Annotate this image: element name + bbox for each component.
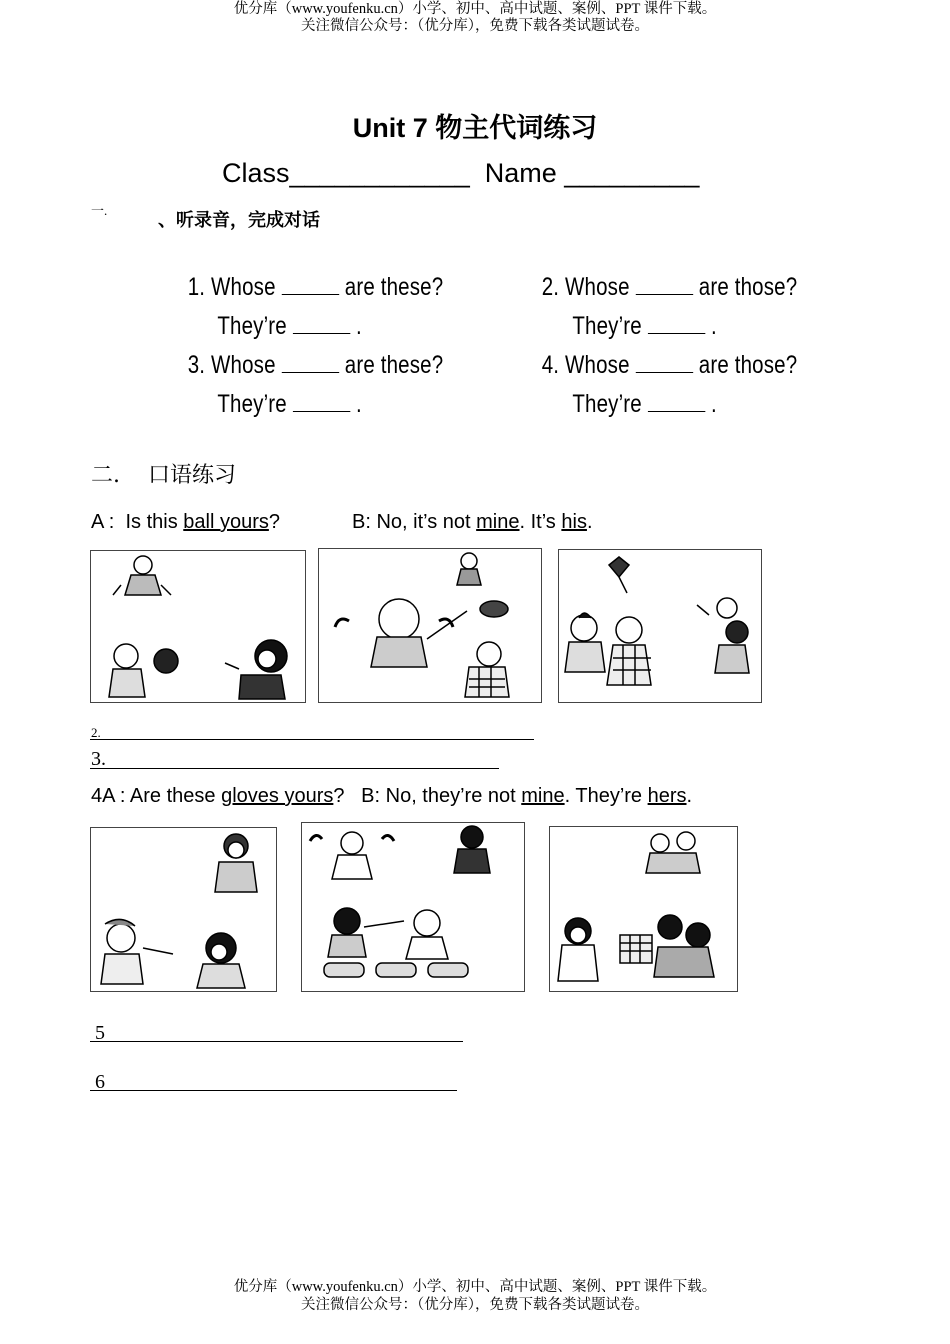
answer-line-2[interactable] (90, 739, 534, 740)
line-5-label: 5 (95, 1022, 105, 1044)
question-2: 2. Whose are those? (541, 273, 798, 301)
illustration-gloves-2 (301, 822, 525, 992)
dialogue-1-b: B: No, it’s not mine. It’s his. (352, 511, 593, 533)
class-name-line: Class____________ Name _________ (222, 158, 700, 188)
footer-line-1: 优分库（www.youfenku.cn）小学、初中、高中试题、案例、PPT 课件下载。 (233, 1279, 717, 1295)
header-line-1: 优分库（www.youfenku.cn）小学、初中、高中试题、案例、PPT 课件下载。 (233, 1, 717, 17)
illustration-ball-1 (90, 550, 306, 703)
line-3-label: 3. (91, 748, 106, 770)
answer-line-6[interactable] (90, 1090, 457, 1091)
page-title: Unit 7 物主代词练习 (352, 113, 598, 143)
question-1: 1. Whose are these? (187, 273, 444, 301)
answer-1: They’re . (217, 312, 362, 340)
footer-line-2: 关注微信公众号：（优分库），免费下载各类试题试卷。 (301, 1297, 649, 1313)
section2-title: 二. 口语练习 (91, 463, 236, 488)
answer-line-5[interactable] (90, 1041, 463, 1042)
header-line-2: 关注微信公众号：（优分库），免费下载各类试题试卷。 (301, 18, 649, 34)
section1-number: 一. (91, 203, 108, 218)
dialogue-1-a: A : Is this ball yours? (91, 511, 280, 533)
answer-2: They’re . (572, 312, 717, 340)
illustration-ball-3 (558, 549, 762, 703)
answer-3: They’re . (217, 390, 362, 418)
line-6-label: 6 (95, 1071, 105, 1093)
dialogue-2: 4A : Are these gloves yours? B: No, they’re not mine. They’re hers. (91, 785, 693, 807)
illustration-ball-2 (318, 548, 542, 703)
illustration-gloves-1 (90, 827, 277, 992)
question-3: 3. Whose are these? (187, 351, 444, 379)
section1-title: 、听录音，完成对话 (158, 210, 320, 231)
answer-4: They’re . (572, 390, 717, 418)
answer-line-3[interactable] (90, 768, 499, 769)
question-4: 4. Whose are those? (541, 351, 798, 379)
illustration-gloves-3 (549, 826, 738, 992)
line-2-label: 2. (91, 725, 101, 740)
